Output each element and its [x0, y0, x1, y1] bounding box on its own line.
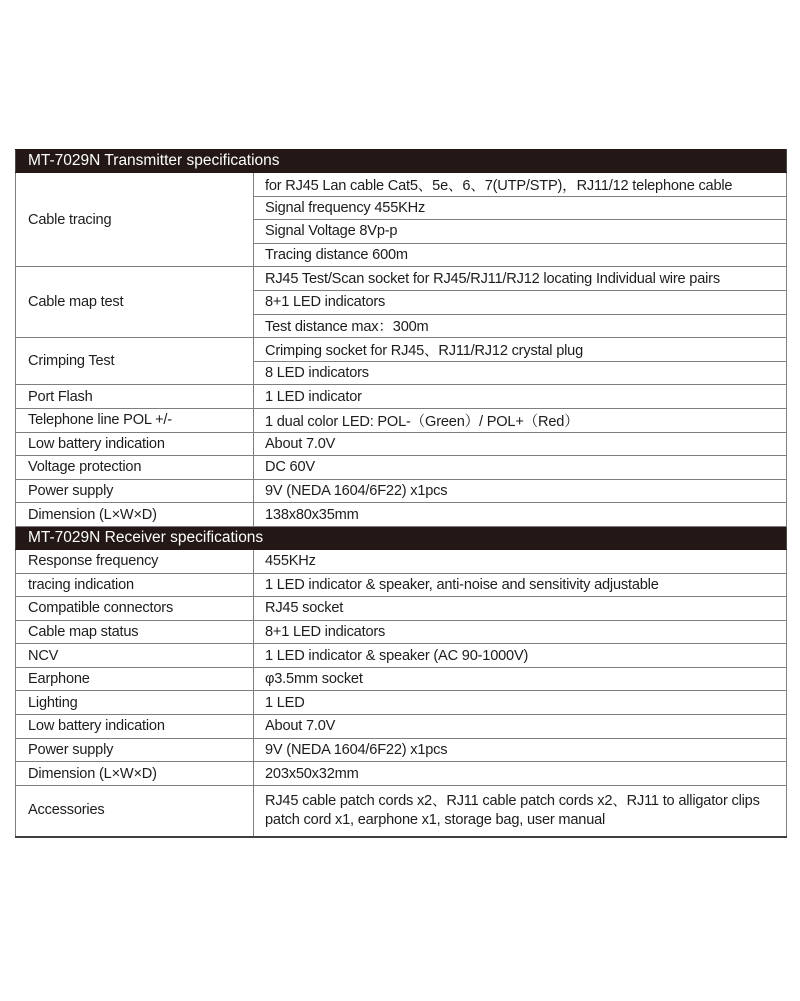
spec-value-cell: 1 LED [254, 691, 787, 715]
table-row [16, 408, 787, 432]
section-header-row [16, 150, 787, 173]
table-row [16, 667, 787, 691]
spec-label-cell: Lighting [16, 691, 254, 715]
spec-label-cell: Cable map test [16, 267, 254, 338]
spec-value-cell: 138x80x35mm [254, 503, 787, 527]
spec-value-cell: RJ45 Test/Scan socket for RJ45/RJ11/RJ12 locating Individual wire pairs [254, 267, 787, 291]
spec-label-cell: Power supply [16, 738, 254, 762]
spec-value-cell: 455KHz [254, 549, 787, 573]
spec-value-cell: 9V (NEDA 1604/6F22) x1pcs [254, 738, 787, 762]
spec-value-cell: 8+1 LED indicators [254, 620, 787, 644]
table-row [16, 549, 787, 573]
spec-value-cell: RJ45 socket [254, 597, 787, 621]
table-row [16, 785, 787, 837]
table-row [16, 338, 787, 362]
spec-label-cell: Cable tracing [16, 173, 254, 267]
table-row [16, 267, 787, 291]
section-header: MT-7029N Transmitter specifications [16, 150, 787, 173]
spec-label-cell: Response frequency [16, 549, 254, 573]
spec-value-cell: 9V (NEDA 1604/6F22) x1pcs [254, 479, 787, 503]
spec-label-cell: Compatible connectors [16, 597, 254, 621]
spec-label-cell: NCV [16, 644, 254, 668]
spec-value-cell: 1 dual color LED: POL-（Green）/ POL+（Red） [254, 408, 787, 432]
spec-value-cell: Tracing distance 600m [254, 243, 787, 267]
table-row [16, 738, 787, 762]
spec-value-cell: Crimping socket for RJ45、RJ11/RJ12 crystal plug [254, 338, 787, 362]
table-row [16, 385, 787, 409]
spec-value-cell: 203x50x32mm [254, 762, 787, 786]
spec-label-cell: Crimping Test [16, 338, 254, 385]
spec-value-cell: 8 LED indicators [254, 361, 787, 385]
spec-value-cell: Signal Voltage 8Vp-p [254, 220, 787, 244]
spec-label-cell: Cable map status [16, 620, 254, 644]
spec-value-cell: 1 LED indicator & speaker, anti-noise and sensitivity adjustable [254, 573, 787, 597]
spec-label-cell: Port Flash [16, 385, 254, 409]
spec-value-cell: DC 60V [254, 456, 787, 480]
table-row [16, 597, 787, 621]
spec-label-cell: tracing indication [16, 573, 254, 597]
spec-value-cell: Test distance max：300m [254, 314, 787, 338]
specifications-table [15, 149, 787, 838]
spec-value-cell: for RJ45 Lan cable Cat5、5e、6、7(UTP/STP)，RJ11/12 telephone cable [254, 173, 787, 197]
spec-value-cell: φ3.5mm socket [254, 667, 787, 691]
section-header-row [16, 526, 787, 549]
table-row [16, 173, 787, 197]
spec-label-cell: Low battery indication [16, 715, 254, 739]
spec-value-cell: About 7.0V [254, 432, 787, 456]
spec-label-cell: Low battery indication [16, 432, 254, 456]
spec-label-cell: Power supply [16, 479, 254, 503]
table-row [16, 503, 787, 527]
spec-value-cell: About 7.0V [254, 715, 787, 739]
spec-value-cell: 8+1 LED indicators [254, 290, 787, 314]
spec-value-cell: 1 LED indicator [254, 385, 787, 409]
table-row [16, 432, 787, 456]
spec-label-cell: Dimension (L×W×D) [16, 503, 254, 527]
spec-label-cell: Telephone line POL +/- [16, 408, 254, 432]
table-row [16, 644, 787, 668]
table-row [16, 479, 787, 503]
table-row [16, 762, 787, 786]
spec-value-cell: Signal frequency 455KHz [254, 196, 787, 220]
spec-label-cell: Dimension (L×W×D) [16, 762, 254, 786]
table-row [16, 715, 787, 739]
spec-label-cell: Voltage protection [16, 456, 254, 480]
table-row [16, 456, 787, 480]
spec-label-cell: Accessories [16, 785, 254, 837]
spec-label-cell: Earphone [16, 667, 254, 691]
table-row [16, 691, 787, 715]
section-header: MT-7029N Receiver specifications [16, 526, 787, 549]
spec-value-cell: 1 LED indicator & speaker (AC 90-1000V) [254, 644, 787, 668]
spec-value-cell: RJ45 cable patch cords x2、RJ11 cable patch cords x2、RJ11 to alligator clips patch cord x1, earphone x1, storage bag, user manual [254, 785, 787, 837]
table-row [16, 620, 787, 644]
table-row [16, 573, 787, 597]
